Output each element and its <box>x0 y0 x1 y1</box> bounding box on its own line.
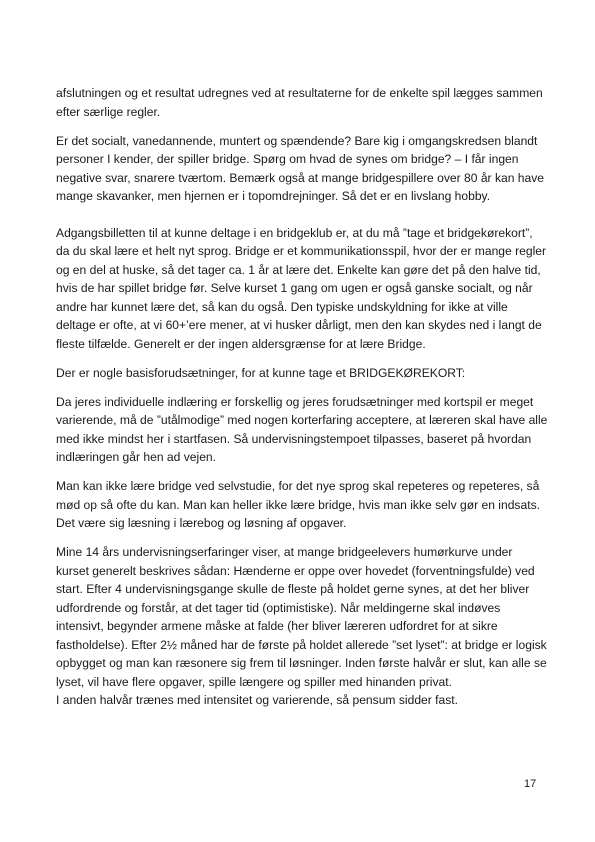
paragraph-1: afslutningen og et resultat udregnes ved at resultaterne for de enkelte spil lægges sammen efter særlige regler. <box>56 86 543 119</box>
paragraph-8: I anden halvår trænes med intensitet og varierende, så pensum sidder fast. <box>56 693 459 707</box>
page-number: 17 <box>524 778 537 790</box>
paragraph-3: Adgangsbilletten til at kunne deltage i en bridgeklub er, at du må ”tage et bridgekørekort”, da du skal lære et helt nyt sprog. Bridge er et kommunikationsspil, hvor der er mange regler og en del at huske, så det tager ca. 1 år at lære det. Enkelte kan gøre det på den halve tid, hvis de har spillet bridge før. Selve kurset 1 gang om ugen er også ganske socialt, og når andre har kunnet lære det, så kan du også. Den typiske undskyldning for ikke at ville deltage er ofte, at vi 60+’ere mener, at vi husker dårligt, men den kan skydes ned i langt de fleste tilfælde. Generelt er der ingen aldersgrænse for at lære Bridge. <box>56 225 547 351</box>
body-text <box>56 84 548 710</box>
paragraph-4: Der er nogle basisforudsætninger, for at kunne tage et BRIDGEKØREKORT: <box>56 365 466 380</box>
paragraph-5: Da jeres individuelle indlæring er forskellig og jeres forudsætninger med kortspil er meget varierende, må de ”utålmodige” med nogen korterfaring acceptere, at læreren skal have alle med ikke mindst her i startfasen. Så undervisningstempoet tilpasses, baseret på hvordan indlæringen går hen ad vejen. <box>56 394 548 464</box>
paragraph-6: Man kan ikke lære bridge ved selvstudie, for det nye sprog skal repeteres og repeteres, så mød op så ofte du kan. Man kan heller ikke lære bridge, hvis man ikke selv gør en indsats. Det være sig læsning i lærebog og løsning af opgaver. <box>56 479 540 530</box>
paragraph-7: Mine 14 års undervisningserfaringer viser, at mange bridgeelevers humørkurve under kurset generelt beskrives sådan: Hænderne er oppe over hovedet (forventningsfulde) ved start. Efter 4 undervisningsgange skulle de fleste på holdet gerne synes, at det her bliver udfordrende og forstår, at det tager tid (optimistiske). Når meldingerne skal indøves intensivt, begynder armene måske at falde (her bliver læreren udfordret for at sikre fastholdelse). Efter 2½ måned har de første på holdet allerede ”set lyset”: at bridge er logisk opbygget og man kan ræsonere sig frem til løsninger. Inden første halvår er slut, kan alle se lyset, vil have flere opgaver, spille længere og spiller med hinanden privat. <box>56 545 547 689</box>
paragraph-2: Er det socialt, vanedannende, muntert og spændende? Bare kig i omgangskredsen blandt personer I kender, der spiller bridge. Spørg om hvad de synes om bridge? – I får ingen negative svar, snarere tværtom. Bemærk også at mange bridgespillere over 80 år kan have mange skavanker, men hjernen er i topomdrejninger. Så det er en livslang hobby. <box>56 133 545 203</box>
